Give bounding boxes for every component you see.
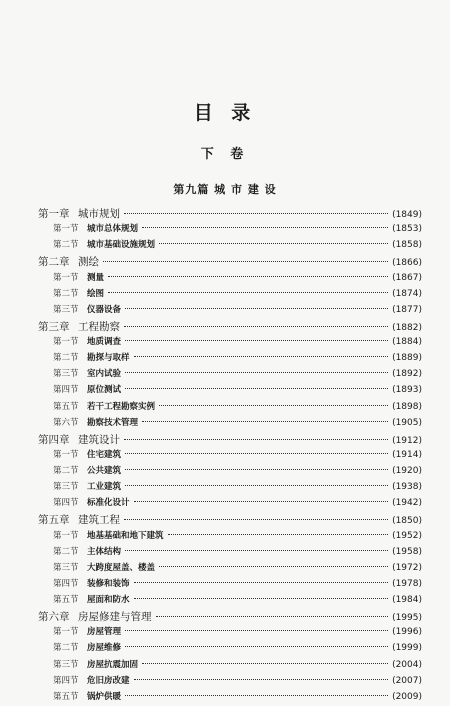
toc-entry-number: 第一节 [53,449,79,460]
toc-section-row [38,496,422,512]
toc-section-row [38,383,422,399]
toc-page-number: (1882) [392,322,422,333]
dot-leader [124,213,388,214]
toc-section-row [38,416,422,432]
toc-entry-title: 大跨度屋盖、楼盖 [87,562,156,573]
toc-entry-title: 城市基础设施规划 [87,240,156,251]
toc-page-number: (1999) [392,643,422,654]
toc-entry-number: 第三节 [53,482,79,493]
toc-entry-number: 第四节 [53,498,79,509]
toc-chapter-row [38,432,422,448]
toc-page-number: (2009) [392,691,422,702]
toc-page-number: (1938) [392,482,422,493]
dot-leader [125,469,388,470]
toc-entry-title: 房屋管理 [87,627,122,638]
table-of-contents [38,206,422,706]
toc-section-row [38,464,422,480]
toc-entry-title: 城市规划 [78,208,120,220]
toc-section-row [38,529,422,545]
toc-entry-number: 第二节 [53,466,79,476]
toc-section-row [38,400,422,416]
toc-entry-number: 第三节 [53,369,79,380]
toc-page-number: (1877) [392,304,422,315]
dot-leader [124,326,388,327]
toc-entry-number: 第一节 [53,337,79,347]
dot-leader [159,405,388,406]
toc-section-row [38,625,422,641]
toc-page-number: (1920) [392,466,422,476]
toc-entry-number: 第二节 [53,546,79,557]
dot-leader [125,485,388,486]
toc-page-number: (1874) [392,288,422,299]
part-title: 第九篇 城 市 建 设 [173,183,277,196]
dot-leader [125,630,388,631]
toc-page-number: (1978) [392,578,422,589]
dot-leader [108,276,388,277]
toc-page-number: (1995) [392,613,422,624]
toc-entry-number: 第五节 [53,595,79,605]
dot-leader [142,421,388,422]
dot-leader [134,679,389,680]
toc-page-number: (1867) [392,272,422,283]
toc-entry-title: 测绘 [78,256,99,269]
dot-leader [125,372,388,373]
toc-page-number: (1912) [392,435,422,446]
toc-section-row [38,222,422,238]
toc-entry-number: 第一节 [53,627,79,638]
toc-entry-title: 房屋维修 [87,643,122,654]
toc-page-number: (1914) [392,449,422,460]
toc-entry-number: 第三节 [53,562,79,573]
toc-entry-title: 建筑设计 [78,433,120,446]
toc-entry-title: 工业建筑 [87,482,122,493]
toc-page-number: (1972) [392,562,422,573]
volume-title: 下 卷 [200,147,250,162]
dot-leader [159,243,388,244]
toc-page-number: (1889) [392,353,422,364]
toc-section-row [38,545,422,561]
toc-section-row [38,238,422,254]
toc-entry-title: 原位测试 [87,385,122,396]
dot-leader [125,340,388,341]
toc-entry-number: 第二节 [53,288,79,299]
dot-leader [125,308,388,309]
toc-entry-number: 第一节 [53,530,79,541]
toc-page-number: (1850) [392,516,422,527]
toc-chapter-row [38,609,422,625]
toc-chapter-row [38,254,422,270]
toc-page-number: (1893) [392,385,422,396]
toc-entry-title: 地基基础和地下建筑 [87,530,164,541]
toc-entry-title: 锅炉供暖 [87,691,122,702]
dot-leader [124,439,388,440]
dot-leader [103,261,388,262]
dot-leader [142,227,388,228]
toc-section-row [38,367,422,383]
toc-entry-number: 第四节 [53,578,79,589]
dot-leader [168,534,389,535]
toc-entry-title: 危旧房改建 [87,675,130,686]
toc-page-number: (1892) [392,369,422,380]
toc-section-row [38,593,422,609]
toc-entry-title: 标准化设计 [87,498,130,509]
toc-section-row [38,448,422,464]
dot-leader [134,598,389,599]
toc-entry-title: 房屋抗震加固 [87,659,139,670]
toc-page-number: (1853) [392,224,422,235]
dot-leader [125,695,388,696]
toc-entry-title: 工程勘察 [78,320,120,333]
toc-entry-number: 第四节 [53,675,79,686]
toc-page-number: (2004) [392,659,422,670]
toc-section-row [38,674,422,690]
toc-section-row [38,690,422,706]
toc-section-row [38,658,422,674]
toc-entry-title: 屋面和防水 [87,595,130,605]
toc-entry-number: 第二节 [53,643,79,654]
toc-entry-title: 勘察技术管理 [87,417,139,428]
toc-entry-title: 室内试验 [87,369,122,380]
toc-section-row [38,641,422,657]
dot-leader [125,388,388,389]
toc-chapter-row [38,206,422,222]
toc-entry-number: 第六节 [53,417,79,428]
toc-entry-title: 装修和装饰 [87,578,130,589]
toc-entry-number: 第二章 [38,256,70,269]
toc-chapter-row [38,512,422,528]
toc-page-number: (1958) [392,546,422,557]
dot-leader [124,519,388,520]
toc-page-number: (1898) [392,401,422,412]
dot-leader [125,646,388,647]
toc-page-number: (1984) [392,595,422,605]
toc-section-row [38,577,422,593]
dot-leader [125,453,388,454]
toc-entry-number: 第一节 [53,272,79,283]
toc-entry-number: 第三节 [53,659,79,670]
toc-entry-title: 城市总体规划 [87,224,139,235]
dot-leader [156,616,389,617]
toc-section-row [38,335,422,351]
toc-section-row [38,561,422,577]
toc-page-number: (1952) [392,530,422,541]
toc-entry-title: 勘探与取样 [87,353,130,364]
toc-entry-number: 第五节 [53,401,79,412]
toc-page-number: (1996) [392,627,422,638]
toc-page-number: (1858) [392,240,422,251]
toc-entry-title: 仪器设备 [87,304,122,315]
toc-entry-number: 第二节 [53,353,79,364]
toc-section-row [38,480,422,496]
toc-page-number: (2007) [392,675,422,686]
toc-entry-title: 建筑工程 [78,514,120,527]
toc-entry-number: 第二节 [53,240,79,251]
toc-chapter-row [38,319,422,335]
toc-section-row [38,303,422,319]
toc-entry-number: 第三章 [38,320,70,333]
toc-entry-title: 若干工程勘察实例 [87,401,156,412]
toc-section-row [38,271,422,287]
toc-entry-title: 绘图 [87,288,105,299]
toc-page-number: (1905) [392,417,422,428]
dot-leader [108,292,388,293]
toc-entry-title: 测量 [87,272,105,283]
toc-entry-number: 第一章 [38,208,70,220]
dot-leader [159,566,388,567]
toc-entry-title: 房屋修建与管理 [78,611,152,624]
toc-entry-number: 第五章 [38,514,70,527]
toc-page-number: (1942) [392,498,422,509]
toc-entry-title: 公共建筑 [87,466,122,476]
toc-section-row [38,287,422,303]
dot-leader [142,663,388,664]
toc-entry-title: 主体结构 [87,546,122,557]
toc-entry-number: 第三节 [53,304,79,315]
dot-leader [134,501,389,502]
toc-page-number: (1884) [392,337,422,347]
toc-entry-number: 第六章 [38,611,70,624]
dot-leader [134,356,389,357]
toc-entry-title: 地质调查 [87,337,122,347]
toc-entry-number: 第四章 [38,433,70,446]
dot-leader [125,550,388,551]
page-title: 目 录 [193,102,257,124]
toc-entry-number: 第四节 [53,385,79,396]
toc-page-number: (1866) [392,258,422,269]
toc-entry-number: 第五节 [53,691,79,702]
dot-leader [134,582,389,583]
toc-entry-title: 住宅建筑 [87,449,122,460]
toc-section-row [38,351,422,367]
toc-entry-number: 第一节 [53,224,79,235]
toc-page-number: (1849) [392,210,422,220]
